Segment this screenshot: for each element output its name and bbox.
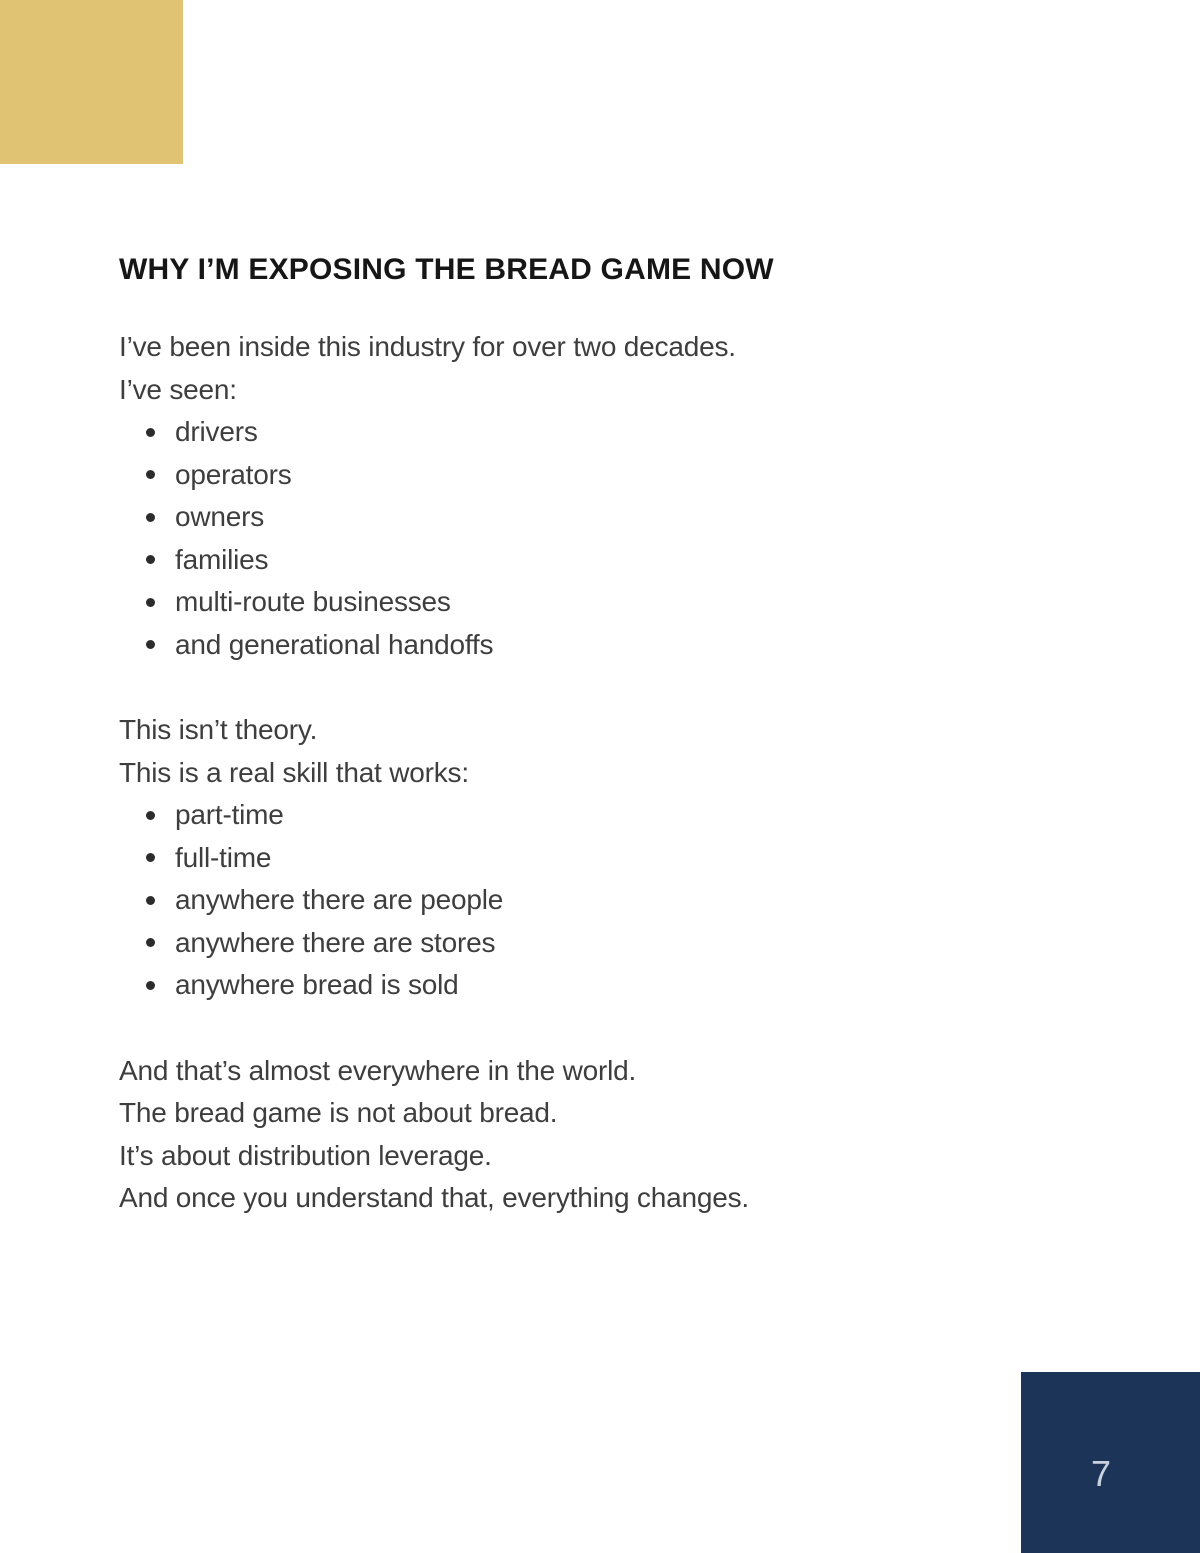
list-item-label: anywhere bread is sold bbox=[175, 969, 459, 1000]
bullet-icon bbox=[146, 640, 155, 649]
list-item bbox=[119, 496, 1099, 539]
list-item-label: anywhere there are stores bbox=[175, 926, 496, 958]
list-item-label: anywhere there are people bbox=[175, 884, 504, 915]
closing-line: And that’s almost everywhere in the world. bbox=[119, 1054, 637, 1086]
blank-line bbox=[119, 666, 1099, 709]
list-item bbox=[119, 454, 1099, 497]
list-item bbox=[119, 411, 1099, 454]
closing-line: And once you understand that, everything changes. bbox=[119, 1182, 749, 1213]
list-item-label: drivers bbox=[175, 416, 258, 447]
bullet-icon bbox=[146, 896, 155, 905]
skill-line: This is a real skill that works: bbox=[119, 756, 469, 788]
blank-line bbox=[119, 1007, 1099, 1050]
bullet-icon bbox=[146, 853, 155, 862]
gold-accent-block bbox=[0, 0, 183, 164]
list-item-label: and generational handoffs bbox=[175, 628, 494, 660]
list-item-label: operators bbox=[175, 458, 292, 490]
seen-list bbox=[119, 411, 1099, 666]
intro-line: I’ve seen: bbox=[119, 373, 237, 405]
list-item bbox=[119, 964, 1099, 1007]
list-item bbox=[119, 581, 1099, 624]
list-item bbox=[119, 922, 1099, 965]
list-item-label: owners bbox=[175, 501, 265, 532]
section-heading: WHY I’M EXPOSING THE BREAD GAME NOW bbox=[119, 253, 774, 286]
intro-line: I’ve been inside this industry for over two decades. bbox=[119, 331, 736, 362]
bullet-icon bbox=[146, 598, 155, 607]
list-item-label: part-time bbox=[175, 799, 284, 830]
bullet-icon bbox=[146, 470, 155, 479]
closing-line: The bread game is not about bread. bbox=[119, 1097, 558, 1128]
list-item bbox=[119, 837, 1099, 880]
skill-line: This isn’t theory. bbox=[119, 714, 318, 745]
bullet-icon bbox=[146, 555, 155, 564]
bullet-icon bbox=[146, 513, 155, 522]
list-item-label: families bbox=[175, 543, 269, 575]
list-item-label: full-time bbox=[175, 841, 272, 873]
bullet-icon bbox=[146, 811, 155, 820]
page-number-block bbox=[1021, 1372, 1200, 1553]
bullet-icon bbox=[146, 981, 155, 990]
list-item bbox=[119, 879, 1099, 922]
list-item-label: multi-route businesses bbox=[175, 586, 451, 617]
bullet-icon bbox=[146, 938, 155, 947]
closing-line: It’s about distribution leverage. bbox=[119, 1139, 492, 1171]
list-item bbox=[119, 794, 1099, 837]
page-number: 7 bbox=[1091, 1453, 1112, 1494]
page-content bbox=[119, 250, 1099, 1220]
works-list bbox=[119, 794, 1099, 1007]
list-item bbox=[119, 539, 1099, 582]
bullet-icon bbox=[146, 428, 155, 437]
list-item bbox=[119, 624, 1099, 667]
